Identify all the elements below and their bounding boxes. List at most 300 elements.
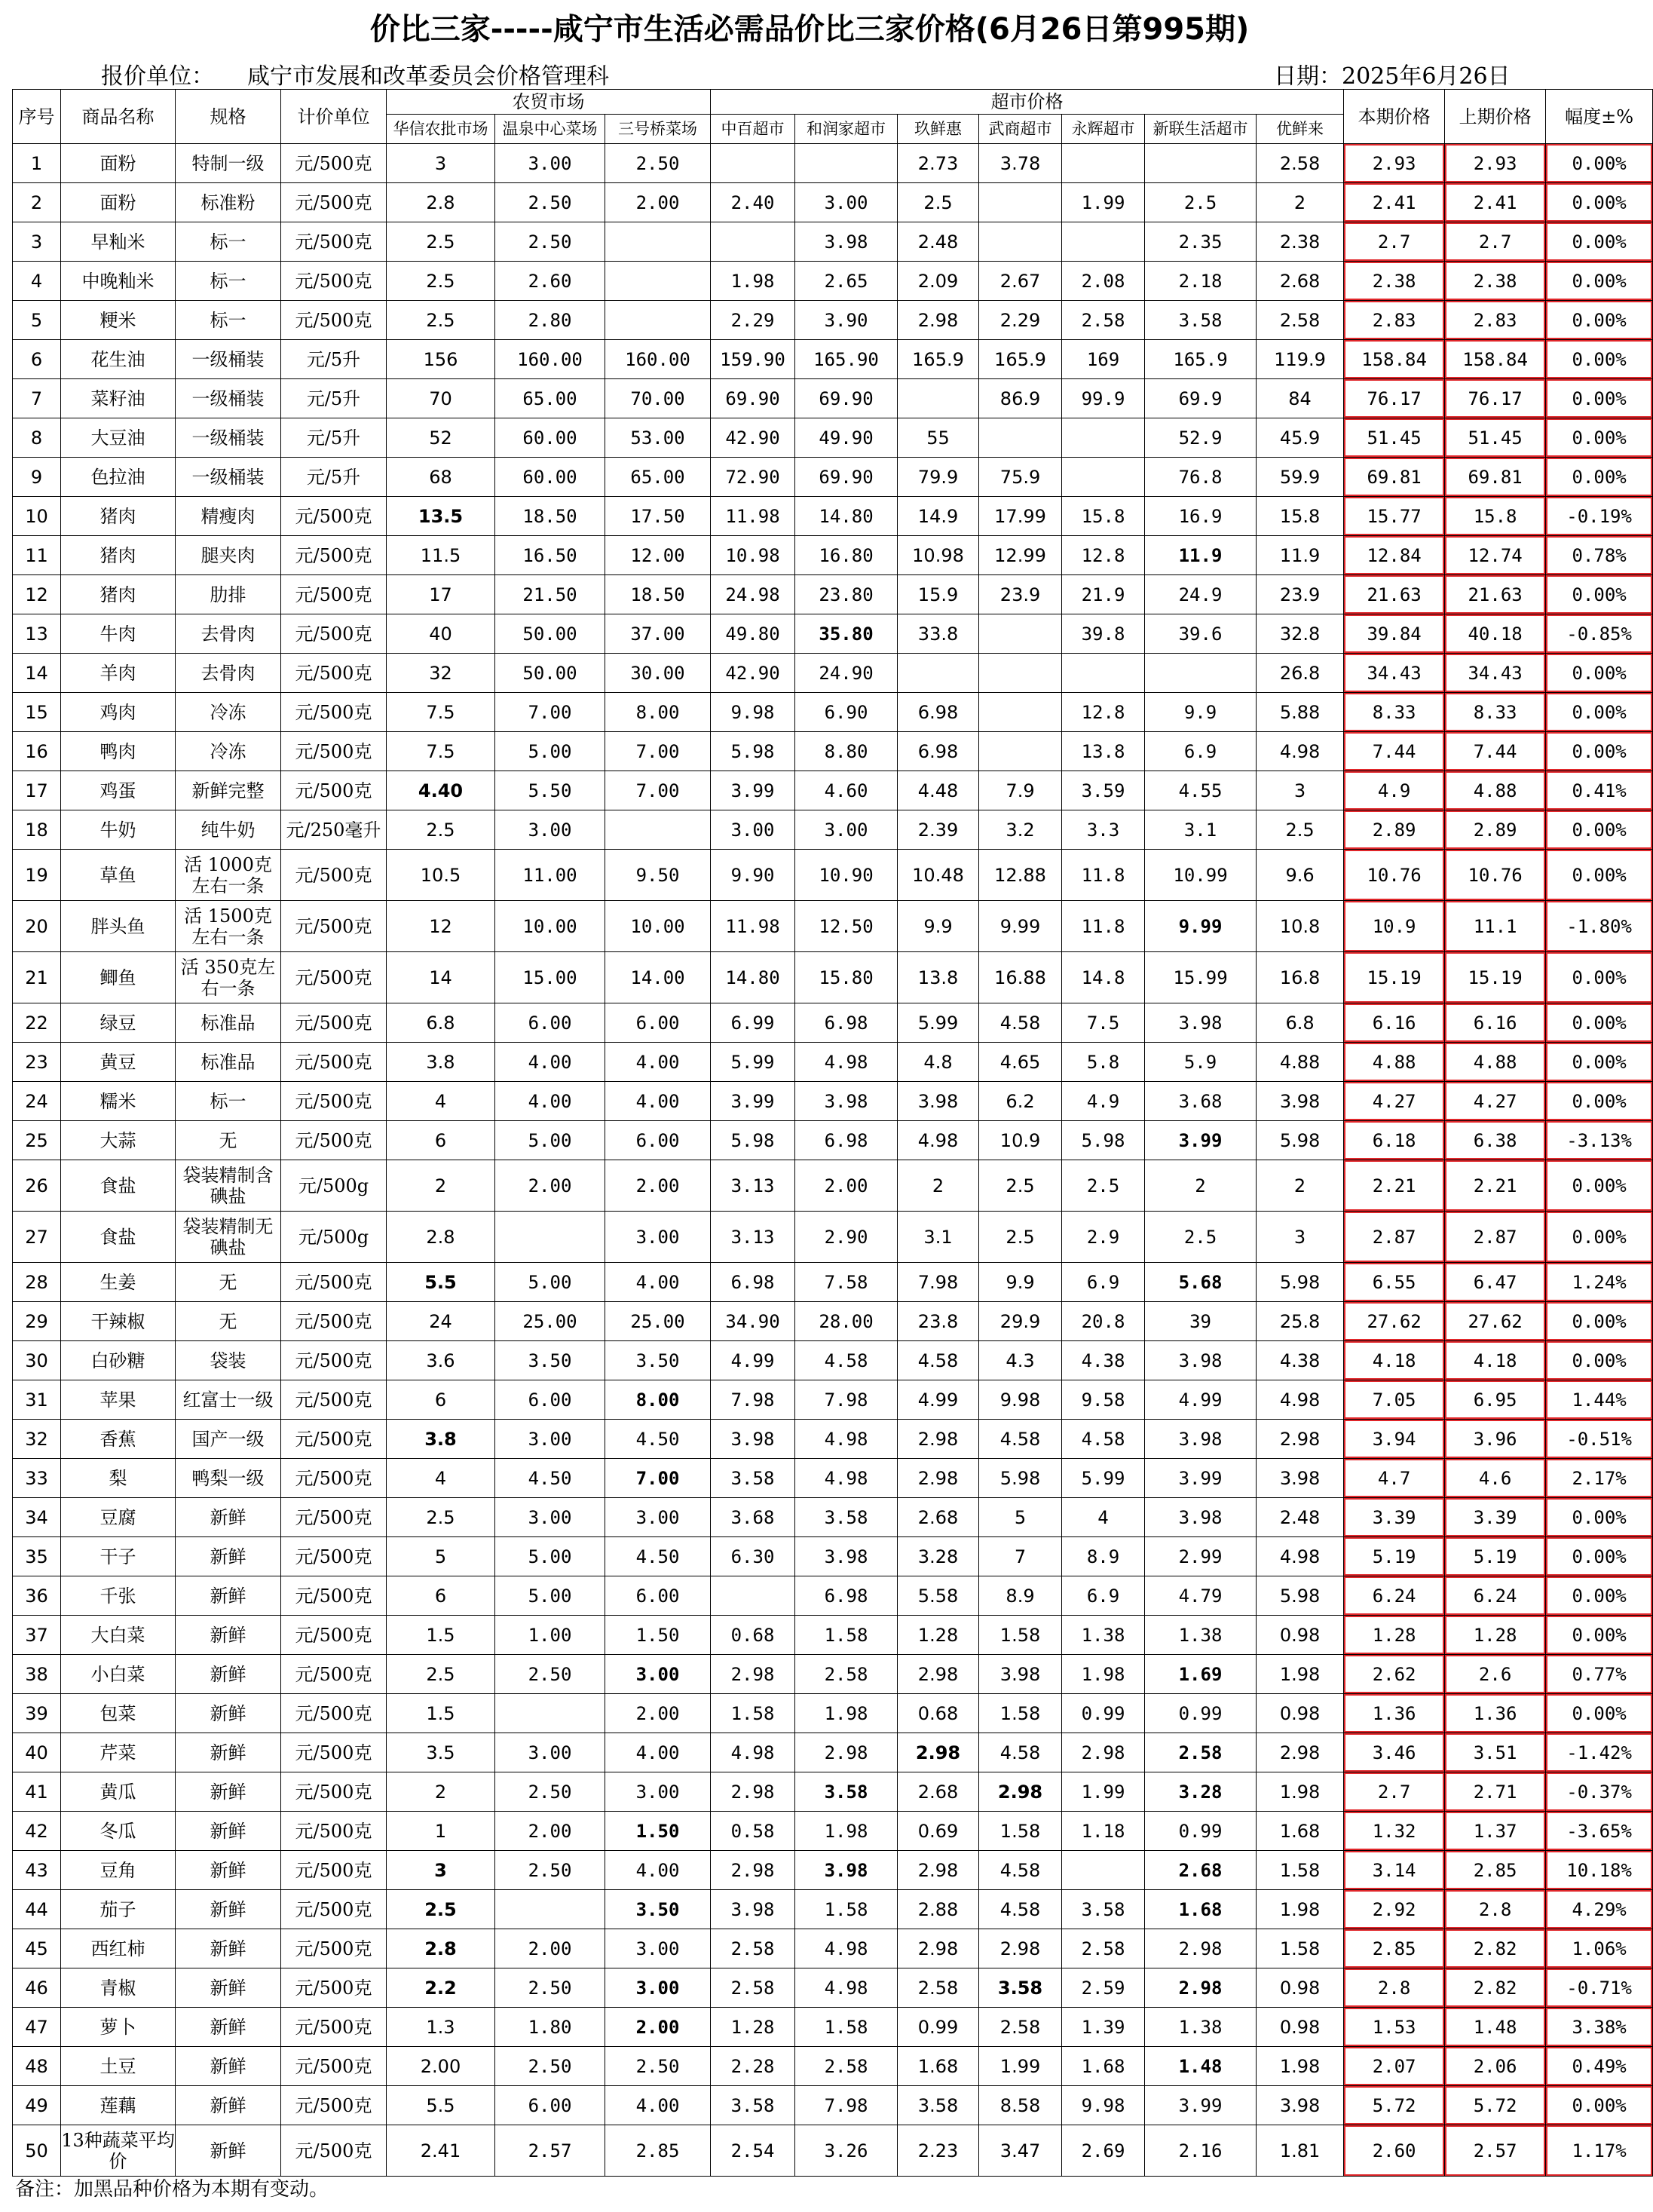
market-price-cell: 1.81 xyxy=(1257,2125,1344,2177)
row-seq: 18 xyxy=(13,810,61,850)
farm-price-cell: 3.5 xyxy=(387,1733,495,1772)
farm-price-cell: 2.41 xyxy=(387,2125,495,2177)
current-price: 2.83 xyxy=(1344,301,1445,340)
row-seq: 25 xyxy=(13,1121,61,1160)
market-price-cell: 26.8 xyxy=(1257,654,1344,693)
market-price-cell: 35.80 xyxy=(795,614,898,654)
product-spec: 新鲜 xyxy=(176,1968,281,2008)
row-seq: 29 xyxy=(13,1302,61,1341)
product-spec: 新鲜 xyxy=(176,1851,281,1890)
change-percent: 0.00% xyxy=(1546,1082,1653,1121)
row-seq: 49 xyxy=(13,2086,61,2125)
farm-price-cell: 4.40 xyxy=(387,771,495,810)
product-spec: 精瘦肉 xyxy=(176,497,281,536)
market-price-cell: 5.98 xyxy=(1257,1576,1344,1616)
current-price: 6.18 xyxy=(1344,1121,1445,1160)
market-price-cell: 6.98 xyxy=(898,732,979,771)
price-unit: 元/500克 xyxy=(281,952,387,1003)
table-row xyxy=(13,1576,1653,1616)
farm-price-cell: 2.50 xyxy=(495,1851,605,1890)
product-spec: 标一 xyxy=(176,222,281,262)
market-price-cell: 165.9 xyxy=(898,340,979,379)
market-price-cell: 11.8 xyxy=(1062,901,1145,952)
farm-price-cell: 21.50 xyxy=(495,575,605,614)
current-price: 2.7 xyxy=(1344,1772,1445,1812)
market-price-cell: 4.8 xyxy=(898,1043,979,1082)
product-spec: 新鲜 xyxy=(176,1655,281,1694)
market-price-cell: 4.55 xyxy=(1145,771,1257,810)
previous-price: 2.82 xyxy=(1445,1968,1546,2008)
product-name: 白砂糖 xyxy=(61,1341,176,1380)
market-price-cell: 2.98 xyxy=(1257,1420,1344,1459)
market-price-cell: 165.9 xyxy=(979,340,1062,379)
market-price-cell: 2.18 xyxy=(1145,262,1257,301)
change-percent: 0.00% xyxy=(1546,1341,1653,1380)
previous-price: 7.44 xyxy=(1445,732,1546,771)
market-price-cell: 6.9 xyxy=(1062,1576,1145,1616)
farm-price-cell: 24 xyxy=(387,1302,495,1341)
market-price-cell: 86.9 xyxy=(979,379,1062,418)
market-price-cell: 3.68 xyxy=(711,1498,795,1537)
market-price-cell: 169 xyxy=(1062,340,1145,379)
price-unit: 元/500克 xyxy=(281,654,387,693)
previous-price: 51.45 xyxy=(1445,418,1546,458)
previous-price: 3.51 xyxy=(1445,1733,1546,1772)
farm-price-cell: 2.5 xyxy=(387,301,495,340)
market-price-cell: 2.5 xyxy=(1062,1160,1145,1212)
row-seq: 40 xyxy=(13,1733,61,1772)
table-row xyxy=(13,144,1653,183)
market-price-cell: 3.58 xyxy=(711,1459,795,1498)
product-spec: 活 1500克左右一条 xyxy=(176,901,281,952)
current-price: 3.94 xyxy=(1344,1420,1445,1459)
farm-price-cell: 25.00 xyxy=(605,1302,711,1341)
product-spec: 国产一级 xyxy=(176,1420,281,1459)
market-price-cell: 0.68 xyxy=(711,1616,795,1655)
market-price-cell: 9.99 xyxy=(979,901,1062,952)
market-price-cell: 2.54 xyxy=(711,2125,795,2177)
table-row xyxy=(13,1003,1653,1043)
product-name: 牛奶 xyxy=(61,810,176,850)
current-price: 10.9 xyxy=(1344,901,1445,952)
farm-price-cell: 160.00 xyxy=(605,340,711,379)
farm-price-cell: 4.00 xyxy=(605,1263,711,1302)
farm-price-cell: 10.5 xyxy=(387,850,495,901)
previous-price: 2.85 xyxy=(1445,1851,1546,1890)
farm-price-cell: 52 xyxy=(387,418,495,458)
market-price-cell: 1.99 xyxy=(1062,1772,1145,1812)
farm-price-cell: 4.00 xyxy=(605,2086,711,2125)
farm-price-cell: 2.00 xyxy=(495,1929,605,1968)
product-spec: 冷冻 xyxy=(176,732,281,771)
market-price-cell: 3.99 xyxy=(1145,1121,1257,1160)
product-name: 大蒜 xyxy=(61,1121,176,1160)
product-name: 食盐 xyxy=(61,1212,176,1263)
market-price-cell: 2.58 xyxy=(1257,144,1344,183)
table-row xyxy=(13,1968,1653,2008)
price-unit: 元/250毫升 xyxy=(281,810,387,850)
previous-price: 4.27 xyxy=(1445,1082,1546,1121)
previous-price: 12.74 xyxy=(1445,536,1546,575)
market-price-cell: 3.98 xyxy=(1145,1498,1257,1537)
change-percent: 0.00% xyxy=(1546,1576,1653,1616)
previous-price: 21.63 xyxy=(1445,575,1546,614)
market-price-cell: 2.68 xyxy=(898,1498,979,1537)
row-seq: 16 xyxy=(13,732,61,771)
farm-price-cell: 7.5 xyxy=(387,693,495,732)
market-price-cell: 1.58 xyxy=(979,1812,1062,1851)
previous-price: 8.33 xyxy=(1445,693,1546,732)
previous-price: 5.72 xyxy=(1445,2086,1546,2125)
market-price-cell: 6.98 xyxy=(898,693,979,732)
market-price-cell: 24.9 xyxy=(1145,575,1257,614)
header-supermarket: 武商超市 xyxy=(979,115,1062,144)
market-price-cell xyxy=(979,183,1062,222)
market-price-cell: 15.99 xyxy=(1145,952,1257,1003)
farm-price-cell: 3.8 xyxy=(387,1420,495,1459)
table-row xyxy=(13,1616,1653,1655)
farm-price-cell: 4.00 xyxy=(605,1082,711,1121)
market-price-cell: 10.98 xyxy=(898,536,979,575)
table-row xyxy=(13,1498,1653,1537)
price-unit: 元/500克 xyxy=(281,1812,387,1851)
table-row xyxy=(13,1459,1653,1498)
table-row xyxy=(13,1537,1653,1576)
market-price-cell: 5.98 xyxy=(711,1121,795,1160)
farm-price-cell: 53.00 xyxy=(605,418,711,458)
price-unit: 元/500克 xyxy=(281,1043,387,1082)
market-price-cell: 1.38 xyxy=(1145,2008,1257,2047)
market-price-cell: 2.58 xyxy=(795,2047,898,2086)
current-price: 1.36 xyxy=(1344,1694,1445,1733)
market-price-cell: 2.98 xyxy=(898,1420,979,1459)
farm-price-cell: 7.00 xyxy=(495,693,605,732)
market-price-cell: 1.98 xyxy=(1257,1655,1344,1694)
farm-price-cell: 2.50 xyxy=(495,1968,605,2008)
market-price-cell: 3.13 xyxy=(711,1160,795,1212)
header-market-group: 超市价格 xyxy=(711,90,1344,115)
market-price-cell: 4.98 xyxy=(711,1733,795,1772)
market-price-cell: 2.58 xyxy=(1062,301,1145,340)
market-price-cell xyxy=(711,1576,795,1616)
farm-price-cell xyxy=(605,301,711,340)
market-price-cell: 1.48 xyxy=(1145,2047,1257,2086)
market-price-cell: 52.9 xyxy=(1145,418,1257,458)
market-price-cell: 12.8 xyxy=(1062,536,1145,575)
change-percent: 4.29% xyxy=(1546,1890,1653,1929)
market-price-cell: 79.9 xyxy=(898,458,979,497)
market-price-cell: 49.90 xyxy=(795,418,898,458)
market-price-cell: 0.98 xyxy=(1257,2008,1344,2047)
market-price-cell xyxy=(1062,1851,1145,1890)
market-price-cell: 1.58 xyxy=(711,1694,795,1733)
market-price-cell: 7.98 xyxy=(898,1263,979,1302)
price-unit: 元/500克 xyxy=(281,614,387,654)
change-percent: 1.06% xyxy=(1546,1929,1653,1968)
market-price-cell: 72.90 xyxy=(711,458,795,497)
current-price: 10.76 xyxy=(1344,850,1445,901)
market-price-cell: 8.9 xyxy=(979,1576,1062,1616)
change-percent: 0.00% xyxy=(1546,1212,1653,1263)
current-price: 51.45 xyxy=(1344,418,1445,458)
change-percent: -0.19% xyxy=(1546,497,1653,536)
market-price-cell: 2.58 xyxy=(1062,1929,1145,1968)
farm-price-cell: 3 xyxy=(387,144,495,183)
previous-price: 5.19 xyxy=(1445,1537,1546,1576)
product-spec: 无 xyxy=(176,1263,281,1302)
table-row xyxy=(13,1121,1653,1160)
market-price-cell: 2.5 xyxy=(1145,1212,1257,1263)
market-price-cell: 10.99 xyxy=(1145,850,1257,901)
previous-price: 4.88 xyxy=(1445,1043,1546,1082)
market-price-cell: 2.58 xyxy=(979,2008,1062,2047)
farm-price-cell: 5.50 xyxy=(495,771,605,810)
farm-price-cell: 1.5 xyxy=(387,1616,495,1655)
market-price-cell: 2.98 xyxy=(979,1929,1062,1968)
previous-price: 4.18 xyxy=(1445,1341,1546,1380)
market-price-cell: 9.98 xyxy=(711,693,795,732)
market-price-cell: 1.58 xyxy=(795,2008,898,2047)
previous-price: 6.38 xyxy=(1445,1121,1546,1160)
farm-price-cell: 1.00 xyxy=(495,1616,605,1655)
change-percent: 10.18% xyxy=(1546,1851,1653,1890)
farm-price-cell: 3.50 xyxy=(605,1890,711,1929)
market-price-cell: 3.98 xyxy=(1145,1341,1257,1380)
price-unit: 元/500克 xyxy=(281,497,387,536)
market-price-cell: 25.8 xyxy=(1257,1302,1344,1341)
price-unit: 元/5升 xyxy=(281,340,387,379)
current-price: 2.7 xyxy=(1344,222,1445,262)
market-price-cell xyxy=(898,379,979,418)
farm-price-cell: 2.50 xyxy=(605,144,711,183)
table-row xyxy=(13,497,1653,536)
farm-price-cell: 17 xyxy=(387,575,495,614)
previous-price: 15.8 xyxy=(1445,497,1546,536)
market-price-cell: 6.2 xyxy=(979,1082,1062,1121)
market-price-cell: 2.16 xyxy=(1145,2125,1257,2177)
market-price-cell: 1.38 xyxy=(1145,1616,1257,1655)
farm-price-cell: 2.80 xyxy=(495,301,605,340)
market-price-cell: 49.80 xyxy=(711,614,795,654)
table-row xyxy=(13,1302,1653,1341)
market-price-cell: 15.8 xyxy=(1257,497,1344,536)
market-price-cell: 4.3 xyxy=(979,1341,1062,1380)
product-name: 草鱼 xyxy=(61,850,176,901)
market-price-cell: 76.8 xyxy=(1145,458,1257,497)
farm-price-cell: 11.00 xyxy=(495,850,605,901)
market-price-cell: 3.99 xyxy=(711,1082,795,1121)
market-price-cell: 2 xyxy=(1257,183,1344,222)
previous-price: 2.41 xyxy=(1445,183,1546,222)
product-name: 西红柿 xyxy=(61,1929,176,1968)
farm-price-cell: 2.50 xyxy=(495,2047,605,2086)
farm-price-cell: 50.00 xyxy=(495,654,605,693)
table-row xyxy=(13,2086,1653,2125)
current-price: 4.27 xyxy=(1344,1082,1445,1121)
product-spec: 新鲜 xyxy=(176,1498,281,1537)
current-price: 3.14 xyxy=(1344,1851,1445,1890)
current-price: 6.24 xyxy=(1344,1576,1445,1616)
farm-price-cell: 2.5 xyxy=(387,1655,495,1694)
market-price-cell: 2 xyxy=(1145,1160,1257,1212)
product-name: 早籼米 xyxy=(61,222,176,262)
product-name: 鸭肉 xyxy=(61,732,176,771)
farm-price-cell: 1.80 xyxy=(495,2008,605,2047)
market-price-cell: 12.8 xyxy=(1062,693,1145,732)
table-row xyxy=(13,1082,1653,1121)
product-spec: 活 1000克左右一条 xyxy=(176,850,281,901)
row-seq: 38 xyxy=(13,1655,61,1694)
farm-price-cell: 7.5 xyxy=(387,732,495,771)
market-price-cell: 2.98 xyxy=(898,1851,979,1890)
change-percent: -3.65% xyxy=(1546,1812,1653,1851)
row-seq: 27 xyxy=(13,1212,61,1263)
product-name: 猪肉 xyxy=(61,575,176,614)
row-seq: 28 xyxy=(13,1263,61,1302)
product-spec: 标一 xyxy=(176,1082,281,1121)
current-price: 27.62 xyxy=(1344,1302,1445,1341)
change-percent: -0.85% xyxy=(1546,614,1653,654)
market-price-cell: 5.98 xyxy=(711,732,795,771)
current-price: 5.72 xyxy=(1344,2086,1445,2125)
market-price-cell xyxy=(1062,654,1145,693)
market-price-cell: 16.88 xyxy=(979,952,1062,1003)
row-seq: 11 xyxy=(13,536,61,575)
market-price-cell: 15.80 xyxy=(795,952,898,1003)
price-unit: 元/5升 xyxy=(281,458,387,497)
farm-price-cell: 5.00 xyxy=(495,1121,605,1160)
price-unit: 元/500克 xyxy=(281,536,387,575)
market-price-cell: 20.8 xyxy=(1062,1302,1145,1341)
row-seq: 7 xyxy=(13,379,61,418)
farm-price-cell: 4.00 xyxy=(605,1733,711,1772)
page-title: 价比三家-----咸宁市生活必需品价比三家价格(6月26日第995期) xyxy=(369,12,1250,47)
product-spec: 新鲜 xyxy=(176,2125,281,2177)
price-unit: 元/500克 xyxy=(281,1003,387,1043)
market-price-cell: 45.9 xyxy=(1257,418,1344,458)
market-price-cell: 4.38 xyxy=(1257,1341,1344,1380)
change-percent: -0.51% xyxy=(1546,1420,1653,1459)
table-row xyxy=(13,183,1653,222)
header-current: 本期价格 xyxy=(1344,90,1445,144)
market-price-cell: 9.58 xyxy=(1062,1380,1145,1420)
header-farm-market: 华信农批市场 xyxy=(387,115,495,144)
table-row xyxy=(13,458,1653,497)
market-price-cell xyxy=(979,614,1062,654)
table-row xyxy=(13,340,1653,379)
market-price-cell: 14.9 xyxy=(898,497,979,536)
previous-price: 6.24 xyxy=(1445,1576,1546,1616)
market-price-cell: 1.99 xyxy=(1062,183,1145,222)
farm-price-cell: 2.00 xyxy=(605,1160,711,1212)
market-price-cell: 6.98 xyxy=(795,1003,898,1043)
row-seq: 31 xyxy=(13,1380,61,1420)
market-price-cell: 2.40 xyxy=(711,183,795,222)
header-supermarket: 中百超市 xyxy=(711,115,795,144)
market-price-cell: 2.29 xyxy=(711,301,795,340)
row-seq: 30 xyxy=(13,1341,61,1380)
previous-price: 4.88 xyxy=(1445,771,1546,810)
farm-price-cell: 2.5 xyxy=(387,1890,495,1929)
market-price-cell: 1.58 xyxy=(979,1616,1062,1655)
market-price-cell: 159.90 xyxy=(711,340,795,379)
market-price-cell: 2.98 xyxy=(795,1733,898,1772)
market-price-cell: 4.99 xyxy=(711,1341,795,1380)
farm-price-cell xyxy=(495,1694,605,1733)
market-price-cell: 4.65 xyxy=(979,1043,1062,1082)
market-price-cell: 0.98 xyxy=(1257,1616,1344,1655)
market-price-cell: 3.98 xyxy=(711,1890,795,1929)
market-price-cell: 2.88 xyxy=(898,1890,979,1929)
market-price-cell: 16.8 xyxy=(1257,952,1344,1003)
product-spec: 冷冻 xyxy=(176,693,281,732)
change-percent: 0.00% xyxy=(1546,301,1653,340)
market-price-cell: 2.23 xyxy=(898,2125,979,2177)
change-percent: 0.00% xyxy=(1546,575,1653,614)
product-name: 冬瓜 xyxy=(61,1812,176,1851)
row-seq: 37 xyxy=(13,1616,61,1655)
change-percent: 0.00% xyxy=(1546,810,1653,850)
market-price-cell: 1.98 xyxy=(795,1812,898,1851)
market-price-cell: 2.09 xyxy=(898,262,979,301)
market-price-cell: 1.69 xyxy=(1145,1655,1257,1694)
farm-price-cell: 4 xyxy=(387,1459,495,1498)
market-price-cell: 3.00 xyxy=(711,810,795,850)
market-price-cell: 8.80 xyxy=(795,732,898,771)
header-unit: 计价单位 xyxy=(281,90,387,144)
market-price-cell: 15.9 xyxy=(898,575,979,614)
table-row xyxy=(13,536,1653,575)
row-seq: 33 xyxy=(13,1459,61,1498)
market-price-cell: 2.98 xyxy=(711,1655,795,1694)
market-price-cell: 5.98 xyxy=(979,1459,1062,1498)
market-price-cell: 12.99 xyxy=(979,536,1062,575)
market-price-cell: 2.98 xyxy=(1257,1733,1344,1772)
change-percent: -0.37% xyxy=(1546,1772,1653,1812)
header-spec: 规格 xyxy=(176,90,281,144)
market-price-cell: 2.98 xyxy=(1062,1733,1145,1772)
market-price-cell: 3.58 xyxy=(795,1498,898,1537)
row-seq: 35 xyxy=(13,1537,61,1576)
current-price: 4.18 xyxy=(1344,1341,1445,1380)
market-price-cell: 5.88 xyxy=(1257,693,1344,732)
price-unit: 元/500克 xyxy=(281,1121,387,1160)
previous-price: 15.19 xyxy=(1445,952,1546,1003)
product-spec: 新鲜 xyxy=(176,1772,281,1812)
market-price-cell xyxy=(1062,458,1145,497)
farm-price-cell: 3.00 xyxy=(495,1420,605,1459)
market-price-cell: 4.88 xyxy=(1257,1043,1344,1082)
market-price-cell: 1.68 xyxy=(898,2047,979,2086)
product-spec: 袋装 xyxy=(176,1341,281,1380)
market-price-cell: 2.69 xyxy=(1062,2125,1145,2177)
farm-price-cell: 160.00 xyxy=(495,340,605,379)
market-price-cell: 23.80 xyxy=(795,575,898,614)
market-price-cell: 4.99 xyxy=(898,1380,979,1420)
farm-price-cell: 14 xyxy=(387,952,495,1003)
market-price-cell: 119.9 xyxy=(1257,340,1344,379)
change-percent: 0.00% xyxy=(1546,693,1653,732)
farm-price-cell: 4.00 xyxy=(605,1043,711,1082)
table-row xyxy=(13,1160,1653,1212)
previous-price: 69.81 xyxy=(1445,458,1546,497)
market-price-cell: 2.9 xyxy=(1062,1212,1145,1263)
market-price-cell: 6.90 xyxy=(795,693,898,732)
market-price-cell: 2.58 xyxy=(711,1929,795,1968)
market-price-cell: 1.18 xyxy=(1062,1812,1145,1851)
price-unit: 元/500克 xyxy=(281,732,387,771)
market-price-cell: 0.99 xyxy=(1145,1694,1257,1733)
